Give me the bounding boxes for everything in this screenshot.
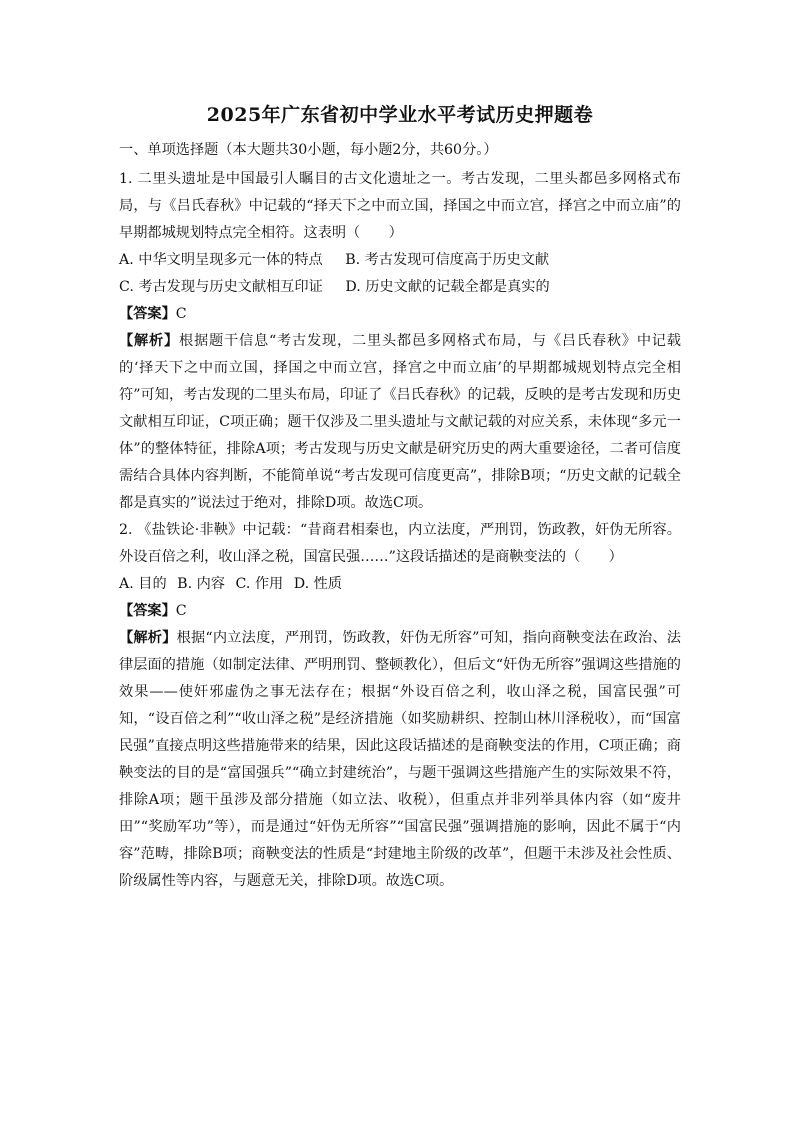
- analysis-text: 根据“内立法度，严刑罚，饬政教，奸伪无所容”可知，指向商鞅变法在政治、法律层面的措施（如制定法律、严明刑罚、整顿教化），但后文“奸伪无所容”强调这些措施的效果——使奸邪虚伪之事无法存在；根据“外设百倍之利，收山泽之税，国富民强”可知，“设百倍之利”“收山泽之税”是经济措施（如奖励耕织、控制山林川泽税收），而“国富民强”直接点明这些措施带来的结果，因此这段话描述的是商鞅变法的作用，C项正确；商鞅变法的目的是“富国强兵”“确立封建统治”，与题干强调这些措施产生的实际效果不符，排除A项；题干虽涉及部分措施（如立法、收税），但重点并非列举具体内容（如“废井田”“奖励军功”等），而是通过“奸伪无所容”“国富民强”强调措施的影响，因此不属于“内容”范畴，排除B项；商鞅变法的性质是“封建地主阶级的改革”，但题干未涉及社会性质、阶级属性等内容，与题意无关，排除D项。故选C项。: [119, 630, 681, 889]
- answer-label: 【答案】: [119, 306, 176, 322]
- question-2-option-b: B. 内容: [177, 576, 225, 592]
- question-2-option-a: A. 目的: [119, 576, 167, 592]
- analysis-label: 【解析】: [119, 333, 179, 349]
- question-1-option-c: C. 考古发现与历史文献相互印证: [119, 279, 323, 295]
- question-1-options-row-2: [119, 274, 681, 301]
- question-1-option-b: B. 考古发现可信度高于历史文献: [345, 252, 550, 268]
- analysis-label: 【解析】: [119, 630, 177, 646]
- question-2: [119, 517, 681, 895]
- question-1-stem: 1. 二里头遗址是中国最引人瞩目的古文化遗址之一。考古发现，二里头都邑多网格式布局，与《吕氏春秋》中记载的“择天下之中而立国，择国之中而立宫，择宫之中而立庙”的早期都城规划特点完全相符。这表明（ ）: [119, 171, 681, 241]
- section-heading: 一、单项选择题（本大题共30小题，每小题2分，共60分。）: [119, 142, 498, 158]
- question-2-options: [119, 571, 681, 598]
- answer-label: 【答案】: [119, 603, 176, 619]
- question-2-analysis: [119, 625, 681, 895]
- question-1-answer: [119, 301, 681, 328]
- question-2-answer: [119, 598, 681, 625]
- question-1-options-row-1: [119, 247, 681, 274]
- question-1-option-d: D. 历史文献的记载全都是真实的: [345, 279, 550, 295]
- question-1-analysis: [119, 328, 681, 517]
- question-2-option-c: C. 作用: [235, 576, 284, 592]
- answer-value: C: [175, 603, 187, 619]
- question-1: [119, 166, 681, 517]
- answer-value: C: [175, 306, 187, 322]
- question-1-option-a: A. 中华文明呈现多元一体的特点: [119, 252, 323, 268]
- question-2-stem: 2. 《盐铁论·非鞅》中记载：“昔商君相秦也，内立法度，严刑罚，饬政教，奸伪无所容。外设百倍之利，收山泽之税，国富民强……”这段话描述的是商鞅变法的（ ）: [119, 522, 681, 565]
- analysis-text: 根据题干信息“考古发现，二里头都邑多网格式布局，与《吕氏春秋》中记载的‘择天下之中而立国，择国之中而立宫，择宫之中而立庙’的早期都城规划特点完全相符”可知，考古发现的二里头布局，印证了《吕氏春秋》的记载，反映的是考古发现和历史文献相互印证，C项正确；题干仅涉及二里头遗址与文献记载的对应关系，未体现“多元一体”的整体特征，排除A项；考古发现与历史文献是研究历史的两大重要途径，二者可信度需结合具体内容判断，不能简单说“考古发现可信度更高”，排除B项；“历史文献的记载全都是真实的”说法过于绝对，排除D项。故选C项。: [119, 333, 681, 511]
- question-2-option-d: D. 性质: [293, 576, 343, 592]
- page-title: 2025年广东省初中学业水平考试历史押题卷: [206, 104, 594, 126]
